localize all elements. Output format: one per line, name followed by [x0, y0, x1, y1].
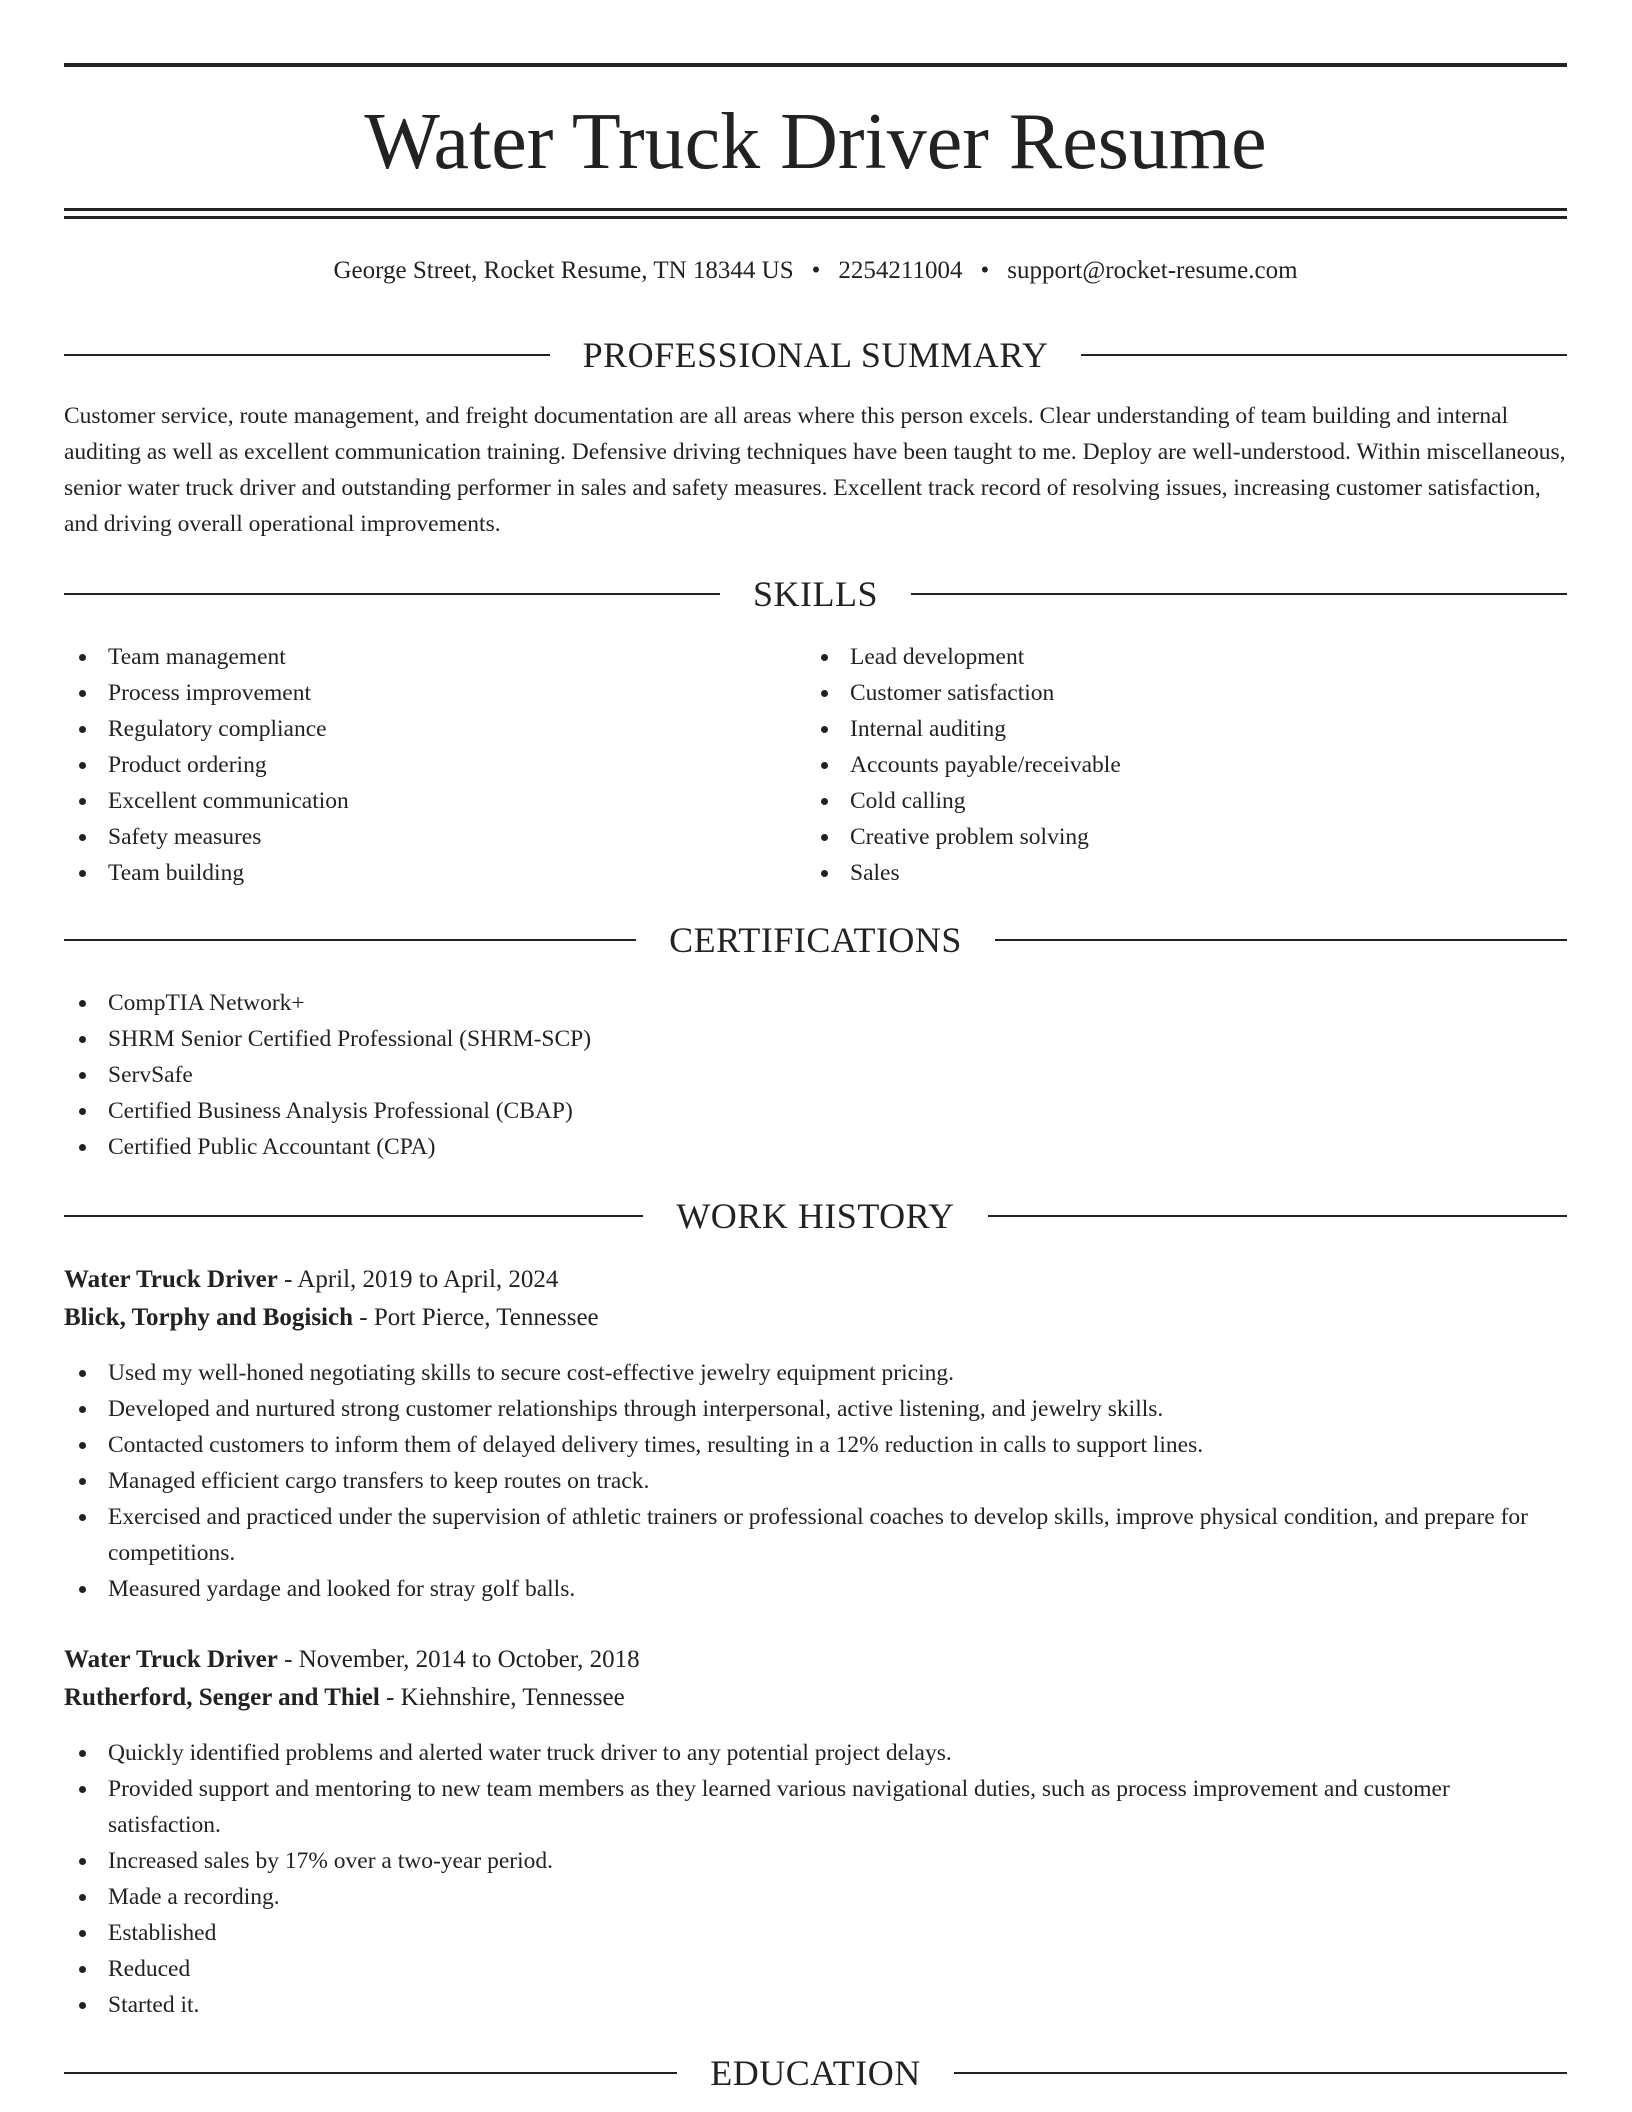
title-rule-lower: [64, 216, 1567, 219]
skill-item: Excellent communication: [64, 783, 764, 819]
job-bullet: Increased sales by 17% over a two-year period.: [64, 1843, 1567, 1879]
section-title: WORK HISTORY: [676, 1196, 955, 1236]
section-title: CERTIFICATIONS: [669, 920, 962, 960]
header-line: [995, 939, 1567, 941]
summary-text: Customer service, route management, and freight documentation are all areas where this person excels. Clear understanding of team building and internal auditing as well as excellent communication training. Defensive driving techniques have been taught to me. Deploy are well-understood. Within miscellaneous, senior water truck driver and outstanding performer in sales and safety measures. Excellent track record of resolving issues, increasing customer satisfaction, and driving overall operational improvements.: [64, 403, 1566, 537]
job-bullet: Developed and nurtured strong customer relationships through interpersonal, active listening, and jewelry skills.: [64, 1391, 1567, 1427]
job-company-line: [64, 1679, 625, 1717]
section-header-skills: [64, 572, 1567, 616]
header-line: [64, 2072, 677, 2074]
skill-item: Cold calling: [806, 783, 1506, 819]
header-line: [64, 354, 550, 356]
skill-item: Accounts payable/receivable: [806, 747, 1506, 783]
job-bullet: Exercised and practiced under the supervision of athletic trainers or professional coaches to develop skills, improve physical condition, and prepare for competitions.: [64, 1499, 1567, 1571]
section-header-work-history: [64, 1194, 1567, 1238]
header-line: [911, 593, 1567, 595]
contact-address: George Street, Rocket Resume, TN 18344 US: [333, 257, 794, 284]
certifications-list: [64, 985, 1464, 1165]
section-title: SKILLS: [753, 574, 879, 614]
skills-list-left: [64, 639, 764, 891]
page-title: Water Truck Driver Resume: [364, 98, 1267, 186]
header-line: [64, 593, 720, 595]
job-location: - Port Pierce, Tennessee: [353, 1304, 599, 1331]
job-title-line: [64, 1641, 640, 1679]
job-bullet: Started it.: [64, 1987, 1567, 2023]
title-rule-upper: [64, 208, 1567, 211]
job-bullet: Measured yardage and looked for stray golf balls.: [64, 1571, 1567, 1607]
skill-item: Regulatory compliance: [64, 711, 764, 747]
section-title: PROFESSIONAL SUMMARY: [582, 335, 1049, 375]
top-rule: [64, 63, 1567, 67]
skill-item: Safety measures: [64, 819, 764, 855]
skill-item: Internal auditing: [806, 711, 1506, 747]
contact-line: [64, 253, 1567, 289]
section-title: EDUCATION: [710, 2053, 921, 2093]
skill-item: Sales: [806, 855, 1506, 891]
contact-phone: 2254211004: [838, 257, 963, 284]
job-bullets: [64, 1355, 1567, 1607]
job-company-line: [64, 1299, 599, 1337]
section-header-summary: [64, 333, 1567, 377]
section-header-certifications: [64, 918, 1567, 962]
contact-separator: •: [811, 257, 821, 284]
job-bullet: Managed efficient cargo transfers to keep routes on track.: [64, 1463, 1567, 1499]
job-bullet: Made a recording.: [64, 1879, 1567, 1915]
header-line: [988, 1215, 1567, 1217]
job-title: Water Truck Driver: [64, 1646, 278, 1673]
skill-item: Customer satisfaction: [806, 675, 1506, 711]
job-dates: - November, 2014 to October, 2018: [277, 1646, 640, 1673]
certification-item: Certified Public Accountant (CPA): [64, 1129, 1464, 1165]
skill-item: Team building: [64, 855, 764, 891]
skills-list-right: [806, 639, 1506, 891]
job-title: Water Truck Driver: [64, 1266, 278, 1293]
job-bullets: [64, 1735, 1567, 2023]
skill-item: Process improvement: [64, 675, 764, 711]
certification-item: Certified Business Analysis Professional (CBAP): [64, 1093, 1464, 1129]
job-bullet: Used my well-honed negotiating skills to secure cost-effective jewelry equipment pricing.: [64, 1355, 1567, 1391]
job-bullet: Provided support and mentoring to new team members as they learned various navigational duties, such as process improvement and customer satisfaction.: [64, 1771, 1567, 1843]
job-company: Rutherford, Senger and Thiel: [64, 1684, 380, 1711]
job-company: Blick, Torphy and Bogisich: [64, 1304, 354, 1331]
skill-item: Lead development: [806, 639, 1506, 675]
certification-item: ServSafe: [64, 1057, 1464, 1093]
header-line: [1081, 354, 1567, 356]
job-bullet: Reduced: [64, 1951, 1567, 1987]
header-line: [64, 939, 636, 941]
job-bullet: Quickly identified problems and alerted water truck driver to any potential project delays.: [64, 1735, 1567, 1771]
job-dates: - April, 2019 to April, 2024: [277, 1266, 559, 1293]
contact-separator: •: [980, 257, 990, 284]
skill-item: Team management: [64, 639, 764, 675]
job-bullet: Established: [64, 1915, 1567, 1951]
skill-item: Product ordering: [64, 747, 764, 783]
skill-item: Creative problem solving: [806, 819, 1506, 855]
job-title-line: [64, 1261, 558, 1299]
section-header-education: [64, 2051, 1567, 2095]
certification-item: SHRM Senior Certified Professional (SHRM-SCP): [64, 1021, 1464, 1057]
certification-item: CompTIA Network+: [64, 985, 1464, 1021]
header-line: [954, 2072, 1567, 2074]
contact-email: support@rocket-resume.com: [1007, 257, 1298, 284]
job-location: - Kiehnshire, Tennessee: [379, 1684, 625, 1711]
header-line: [64, 1215, 643, 1217]
job-bullet: Contacted customers to inform them of delayed delivery times, resulting in a 12% reduction in calls to support lines.: [64, 1427, 1567, 1463]
